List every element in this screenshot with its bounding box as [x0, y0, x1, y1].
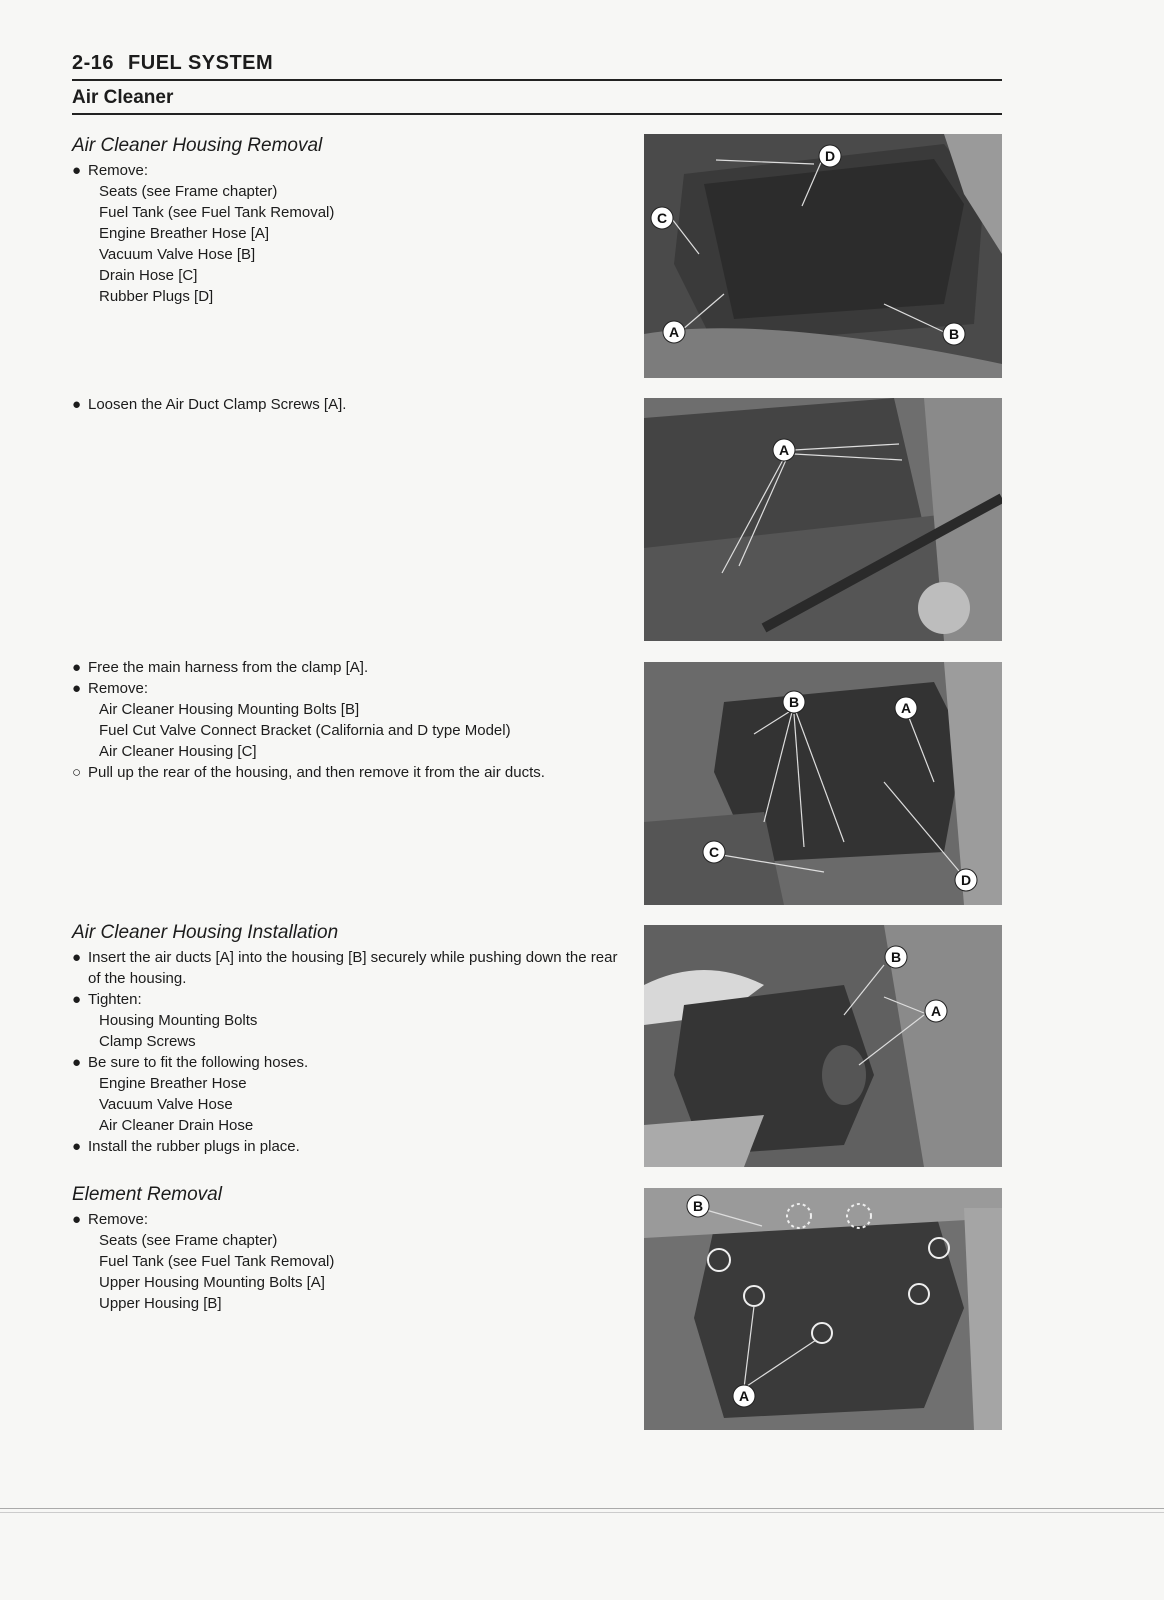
svg-text:A: A	[668, 324, 680, 340]
list-item: Upper Housing Mounting Bolts [A]	[99, 1274, 325, 1291]
tighten-label: Tighten:	[88, 991, 142, 1008]
list-item: Housing Mounting Bolts	[99, 1012, 258, 1029]
bullet-icon: ●	[72, 1211, 82, 1228]
list-item: Engine Breather Hose	[99, 1075, 247, 1092]
photo-installation	[644, 925, 1002, 1167]
sub-bullet-icon: ○	[72, 764, 82, 781]
bullet-icon: ●	[72, 1138, 82, 1155]
plugs-text: Install the rubber plugs in place.	[88, 1138, 300, 1155]
svg-text:D: D	[960, 872, 972, 888]
hoses-step	[72, 1052, 632, 1073]
svg-text:A: A	[778, 442, 790, 458]
photo-clamp-screws	[644, 398, 1002, 641]
note-step	[72, 762, 632, 783]
section-title: Air Cleaner	[72, 81, 1002, 115]
bullet-icon: ●	[72, 1054, 82, 1071]
list-item: Air Cleaner Housing Mounting Bolts [B]	[99, 701, 360, 718]
list-item: Drain Hose [C]	[99, 267, 198, 284]
svg-text:B: B	[948, 326, 960, 342]
svg-text:B: B	[890, 949, 902, 965]
list-item: Rubber Plugs [D]	[99, 288, 214, 305]
callout-C	[703, 841, 725, 863]
svg-text:B: B	[692, 1198, 704, 1214]
callout-A	[663, 321, 685, 343]
svg-text:C: C	[656, 210, 668, 226]
removal-title: Air Cleaner Housing Removal	[72, 135, 323, 156]
svg-text:C: C	[708, 844, 720, 860]
plugs-step	[72, 1136, 632, 1157]
callout-A	[773, 439, 795, 461]
callout-D	[955, 869, 977, 891]
list-item: Vacuum Valve Hose [B]	[99, 246, 256, 263]
free-step	[72, 657, 632, 678]
loosen-step	[72, 394, 632, 415]
page-number: 2-16	[72, 52, 115, 74]
free-text: Free the main harness from the clamp [A].	[88, 659, 369, 676]
remove-label: Remove:	[88, 162, 149, 179]
insert-text: Insert the air ducts [A] into the housing [B] securely while pushing down the rear of the housing.	[88, 949, 618, 987]
remove-step	[72, 1209, 632, 1230]
element-block	[72, 1182, 632, 1314]
list-item: Clamp Screws	[99, 1033, 196, 1050]
svg-text:A: A	[900, 700, 912, 716]
running-head	[72, 52, 1002, 81]
photo-housing-removal	[644, 134, 1002, 378]
bullet-icon: ●	[72, 659, 82, 676]
callout-D	[819, 145, 841, 167]
list-item: Air Cleaner Housing [C]	[99, 743, 257, 760]
list-item: Fuel Tank (see Fuel Tank Removal)	[99, 204, 335, 221]
bullet-icon: ●	[72, 680, 82, 697]
photo-housing-bolts	[644, 662, 1002, 905]
photo-element-removal	[644, 1188, 1002, 1430]
list-item: Engine Breather Hose [A]	[99, 225, 270, 242]
list-item: Seats (see Frame chapter)	[99, 1232, 278, 1249]
page-edge-rule	[0, 1508, 1164, 1509]
callout-B	[783, 691, 805, 713]
list-item: Seats (see Frame chapter)	[99, 183, 278, 200]
installation-block	[72, 920, 632, 1157]
note-text: Pull up the rear of the housing, and then remove it from the air ducts.	[88, 764, 545, 781]
insert-step	[72, 947, 632, 989]
svg-text:D: D	[824, 148, 836, 164]
remove-step	[72, 678, 632, 699]
list-item: Air Cleaner Drain Hose	[99, 1117, 254, 1134]
list-item: Fuel Tank (see Fuel Tank Removal)	[99, 1253, 335, 1270]
callout-A	[733, 1385, 755, 1407]
bullet-icon: ●	[72, 162, 82, 179]
installation-title: Air Cleaner Housing Installation	[72, 922, 339, 943]
element-title: Element Removal	[72, 1184, 222, 1205]
callout-A	[895, 697, 917, 719]
hoses-label: Be sure to fit the following hoses.	[88, 1054, 309, 1071]
svg-text:A: A	[930, 1003, 942, 1019]
remove-label: Remove:	[88, 1211, 149, 1228]
free-block	[72, 657, 632, 783]
callout-C	[651, 207, 673, 229]
bullet-icon: ●	[72, 991, 82, 1008]
page-edge-rule	[0, 1512, 1164, 1513]
loosen-block	[72, 394, 632, 415]
remove-label: Remove:	[88, 680, 149, 697]
svg-text:B: B	[788, 694, 800, 710]
loosen-text: Loosen the Air Duct Clamp Screws [A].	[88, 396, 347, 413]
callout-B	[885, 946, 907, 968]
callout-A	[925, 1000, 947, 1022]
page-header	[72, 52, 1002, 115]
list-item: Vacuum Valve Hose	[99, 1096, 233, 1113]
list-item: Upper Housing [B]	[99, 1295, 222, 1312]
tighten-step	[72, 989, 632, 1010]
bullet-icon: ●	[72, 949, 82, 966]
bullet-icon: ●	[72, 396, 82, 413]
callout-B	[687, 1195, 709, 1217]
callout-B	[943, 323, 965, 345]
svg-text:A: A	[738, 1388, 750, 1404]
list-item: Fuel Cut Valve Connect Bracket (California and D type Model)	[99, 722, 511, 739]
chapter-title: FUEL SYSTEM	[128, 52, 274, 74]
remove-step	[72, 160, 632, 181]
removal-block	[72, 133, 632, 307]
